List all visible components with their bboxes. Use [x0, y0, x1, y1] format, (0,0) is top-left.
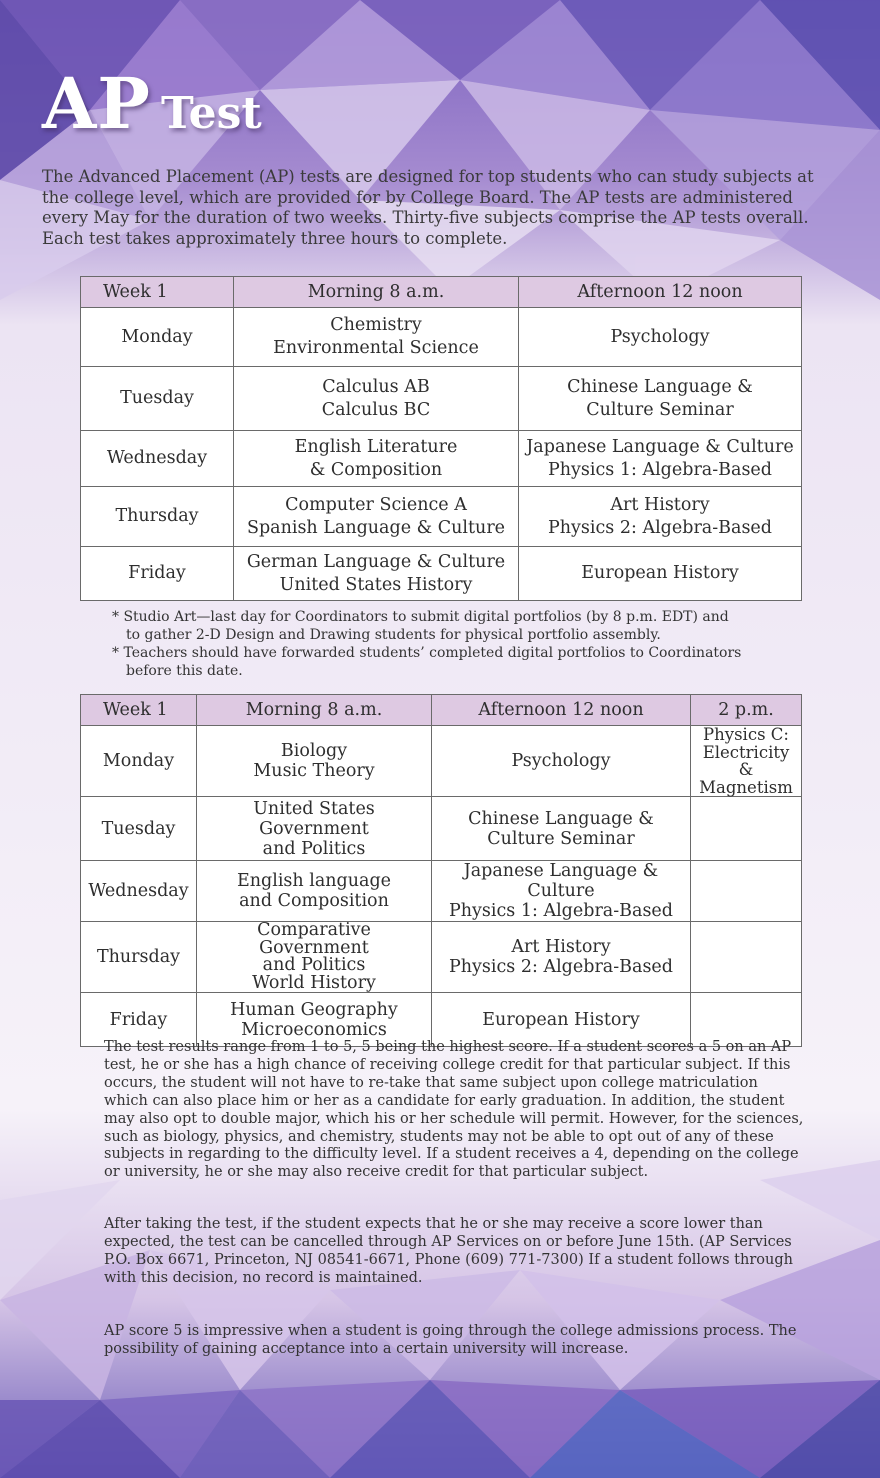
table-row — [81, 308, 802, 367]
day-cell: Monday — [81, 726, 197, 797]
afternoon-cell: Chinese Language & Culture Seminar — [432, 797, 691, 861]
day-cell: Wednesday — [81, 861, 197, 922]
table-row — [81, 547, 802, 601]
header-afternoon: Afternoon 12 noon — [519, 277, 802, 308]
table-header-row — [81, 695, 802, 726]
afternoon-cell: Art History Physics 2: Algebra-Based — [519, 487, 802, 547]
title-ap: AP — [42, 62, 151, 145]
day-cell: Thursday — [81, 487, 234, 547]
footnote-line: before this date. — [126, 663, 243, 679]
day-cell: Friday — [81, 993, 197, 1047]
morning-cell: German Language & Culture United States History — [234, 547, 519, 601]
title-test: Test — [160, 88, 262, 139]
table-row — [81, 861, 802, 922]
afternoon-cell: Japanese Language & Culture Physics 1: Algebra-Based — [519, 431, 802, 487]
day-cell: Tuesday — [81, 367, 234, 431]
morning-cell: Calculus AB Calculus BC — [234, 367, 519, 431]
pm-cell — [691, 861, 802, 922]
admissions-paragraph: AP score 5 is impressive when a student is going through the college admissions process. The possibility of gaining acceptance into a certain university will increase. — [104, 1323, 797, 1357]
header-morning: Morning 8 a.m. — [197, 695, 432, 726]
table-row — [81, 726, 802, 797]
week1-schedule-table-2 — [80, 694, 802, 1047]
table-row — [81, 431, 802, 487]
morning-cell: Human Geography Microeconomics — [197, 993, 432, 1047]
footnotes — [112, 608, 792, 680]
day-cell: Thursday — [81, 922, 197, 993]
header-morning: Morning 8 a.m. — [234, 277, 519, 308]
morning-cell: Biology Music Theory — [197, 726, 432, 797]
table-row — [81, 922, 802, 993]
header-week: Week 1 — [81, 695, 197, 726]
afternoon-cell: Psychology — [432, 726, 691, 797]
pm-cell: Physics C: Electricity & Magnetism — [691, 726, 802, 797]
page-title — [42, 62, 262, 145]
morning-cell: Computer Science A Spanish Language & Culture — [234, 487, 519, 547]
header-week: Week 1 — [81, 277, 234, 308]
table-row — [81, 487, 802, 547]
morning-cell: United States Government and Politics — [197, 797, 432, 861]
header-2pm: 2 p.m. — [691, 695, 802, 726]
cancellation-paragraph: After taking the test, if the student expects that he or she may receive a score lower than expected, the test can be cancelled through AP Services on or before June 15th. (AP Services P.O. Box 6671, Princeton, NJ 08541-6671, Phone (609) 771-7300) If a student follows through with this decision, no record is maintained. — [104, 1216, 793, 1286]
morning-cell: Chemistry Environmental Science — [234, 308, 519, 367]
day-cell: Friday — [81, 547, 234, 601]
afternoon-cell: European History — [519, 547, 802, 601]
week1-schedule-table — [80, 276, 802, 601]
table-header-row — [81, 277, 802, 308]
afternoon-cell: Chinese Language & Culture Seminar — [519, 367, 802, 431]
afternoon-cell: European History — [432, 993, 691, 1047]
table-row — [81, 797, 802, 861]
morning-cell: Comparative Government and Politics World History — [197, 922, 432, 993]
table-row — [81, 367, 802, 431]
day-cell: Wednesday — [81, 431, 234, 487]
footnote-line: * Teachers should have forwarded students’ completed digital portfolios to Coordinators — [112, 645, 742, 661]
morning-cell: English Literature & Composition — [234, 431, 519, 487]
footnote-line: * Studio Art—last day for Coordinators to submit digital portfolios (by 8 p.m. EDT) and — [112, 609, 729, 625]
day-cell: Monday — [81, 308, 234, 367]
intro-paragraph: The Advanced Placement (AP) tests are designed for top students who can study subjects at the college level, which are provided for by College Board. The AP tests are administered every May for the duration of two weeks. Thirty-five subjects comprise the AP tests overall. Each test takes approximately three hours to complete. — [42, 167, 814, 248]
pm-cell — [691, 922, 802, 993]
footnote-line: to gather 2-D Design and Drawing students for physical portfolio assembly. — [126, 627, 661, 643]
afternoon-cell: Psychology — [519, 308, 802, 367]
pm-cell — [691, 797, 802, 861]
header-afternoon: Afternoon 12 noon — [432, 695, 691, 726]
afternoon-cell: Japanese Language & Culture Physics 1: Algebra-Based — [432, 861, 691, 922]
morning-cell: English language and Composition — [197, 861, 432, 922]
afternoon-cell: Art History Physics 2: Algebra-Based — [432, 922, 691, 993]
day-cell: Tuesday — [81, 797, 197, 861]
results-paragraph: The test results range from 1 to 5, 5 being the highest score. If a student scores a 5 on an AP test, he or she has a high chance of receiving college credit for that particular subject. If this occurs, the student will not have to re-take that same subject upon college matriculation which can also place him or her as a candidate for early graduation. In addition, the student may also opt to double major, which his or her schedule will permit. However, for the sciences, such as biology, physics, and chemistry, students may not be able to opt out of any of these subjects in regarding to the difficulty level. If a student receives a 4, depending on the college or university, he or she may also receive credit for that particular subject. — [104, 1039, 804, 1181]
